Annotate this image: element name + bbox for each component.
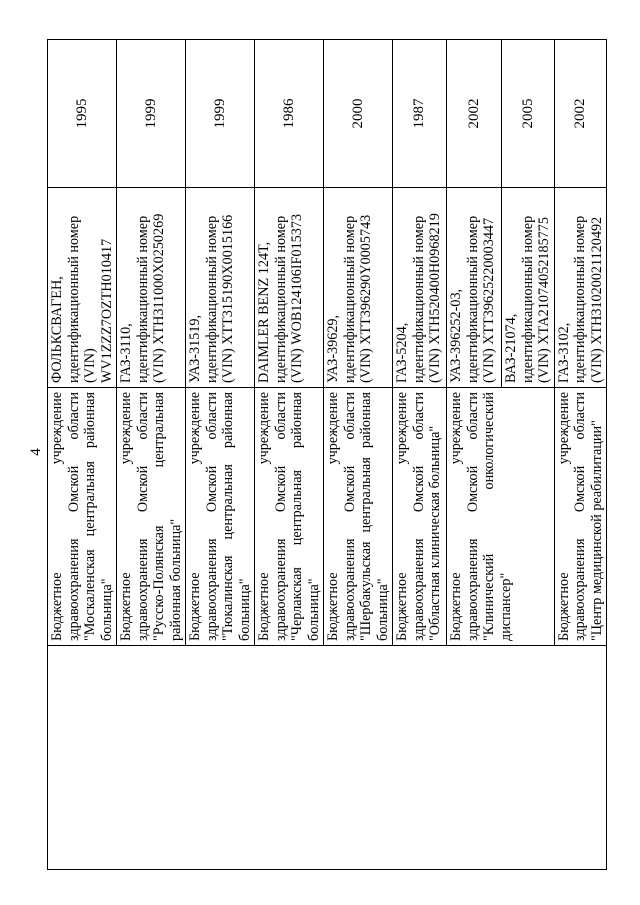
vehicle-line: идентификационный номер (VIN) [65, 215, 98, 383]
year-cell: 1999 [117, 40, 186, 188]
vehicle-line: ГАЗ-3110, [118, 323, 134, 383]
vehicle-line: УАЗ-31519, [187, 314, 203, 383]
vehicle-cell [393, 188, 447, 388]
vehicle-line: идентификационный номер (VIN) ХТН311000Х0250269 [134, 213, 167, 383]
organization-cell: Бюджетное учреждение здравоохранения Омской области "Москаленская центральная районная больница" [48, 388, 117, 646]
table-row [48, 40, 117, 870]
organization-cell: Бюджетное учреждение здравоохранения Омской области "Центр медицинской реабилитации" [554, 388, 607, 646]
vehicle-line: идентификационный номер (VIN) ХТА21074052185775 [519, 215, 552, 383]
vehicle-cell [554, 188, 607, 388]
organization-cell: Бюджетное учреждение здравоохранения Омской области "Областная клиническая больница" [393, 388, 447, 646]
vehicle-line: ГАЗ-5204, [394, 322, 410, 383]
vehicle-line: WV1ZZZ7OZTH010417 [98, 238, 115, 383]
vehicle-line: УАЗ-39629, [325, 314, 341, 383]
vehicles-table [47, 39, 607, 870]
year-cell: 2000 [324, 40, 393, 188]
vehicle-cell [117, 188, 186, 388]
year-cell: 1987 [393, 40, 447, 188]
vehicle-line: идентификационный номер (VIN) ХТТ396290Y0005743 [341, 214, 374, 383]
vehicle-line: идентификационный номер (VIN) ХТН31020021120492 [572, 215, 605, 383]
vehicle-cell [186, 188, 255, 388]
organization-cell: Бюджетное учреждение здравоохранения Омской области "Черлакская центральная районная больница" [255, 388, 324, 646]
vehicle-line: УАЗ-396252-03, [448, 288, 464, 383]
vehicle-cell [502, 188, 555, 388]
vehicle-cell [447, 188, 502, 388]
organization-cell: Бюджетное учреждение здравоохранения Омской области "Клинический онкологический диспансер" [447, 388, 555, 646]
organization-cell: Бюджетное учреждение здравоохранения Омской области "Русско-Полянская центральная районная больница" [117, 388, 186, 646]
year-cell: 1995 [48, 40, 117, 188]
vehicle-line: ФОЛЬКСВАГЕН, [49, 276, 65, 383]
vehicle-line: DAIMLER BENZ 124T, идентификационный номер (VIN) WOB124106IF015373 [256, 213, 305, 383]
vehicle-line: ГАЗ-3102, [555, 322, 572, 383]
year-cell: 1999 [186, 40, 255, 188]
year-cell: 1986 [255, 40, 324, 188]
vehicle-line: идентификационный номер (VIN) ХТН520400Н0968219 [410, 213, 443, 383]
vehicle-line: идентификационный номер (VIN) ХТТ39625220003447 [464, 215, 497, 383]
vehicle-cell [255, 188, 324, 388]
year-cell: 2002 [447, 40, 502, 188]
vehicle-cell [48, 188, 117, 388]
organization-cell: Бюджетное учреждение здравоохранения Омской области "Шербакульская центральная районная больница" [324, 388, 393, 646]
year-cell: 2002 [554, 40, 607, 188]
vehicle-cell [324, 188, 393, 388]
year-cell: 2005 [502, 40, 555, 188]
rotated-table-wrapper [47, 40, 605, 870]
vehicle-line: ВАЗ-21074, [503, 313, 519, 383]
organization-cell: Бюджетное учреждение здравоохранения Омской области "Тюкалинская центральная районная больница" [186, 388, 255, 646]
page-number: 4 [27, 448, 44, 456]
blank-column-cell [48, 646, 607, 870]
vehicle-line: идентификационный номер (VIN) ХТТ315190Х0015166 [203, 214, 236, 383]
